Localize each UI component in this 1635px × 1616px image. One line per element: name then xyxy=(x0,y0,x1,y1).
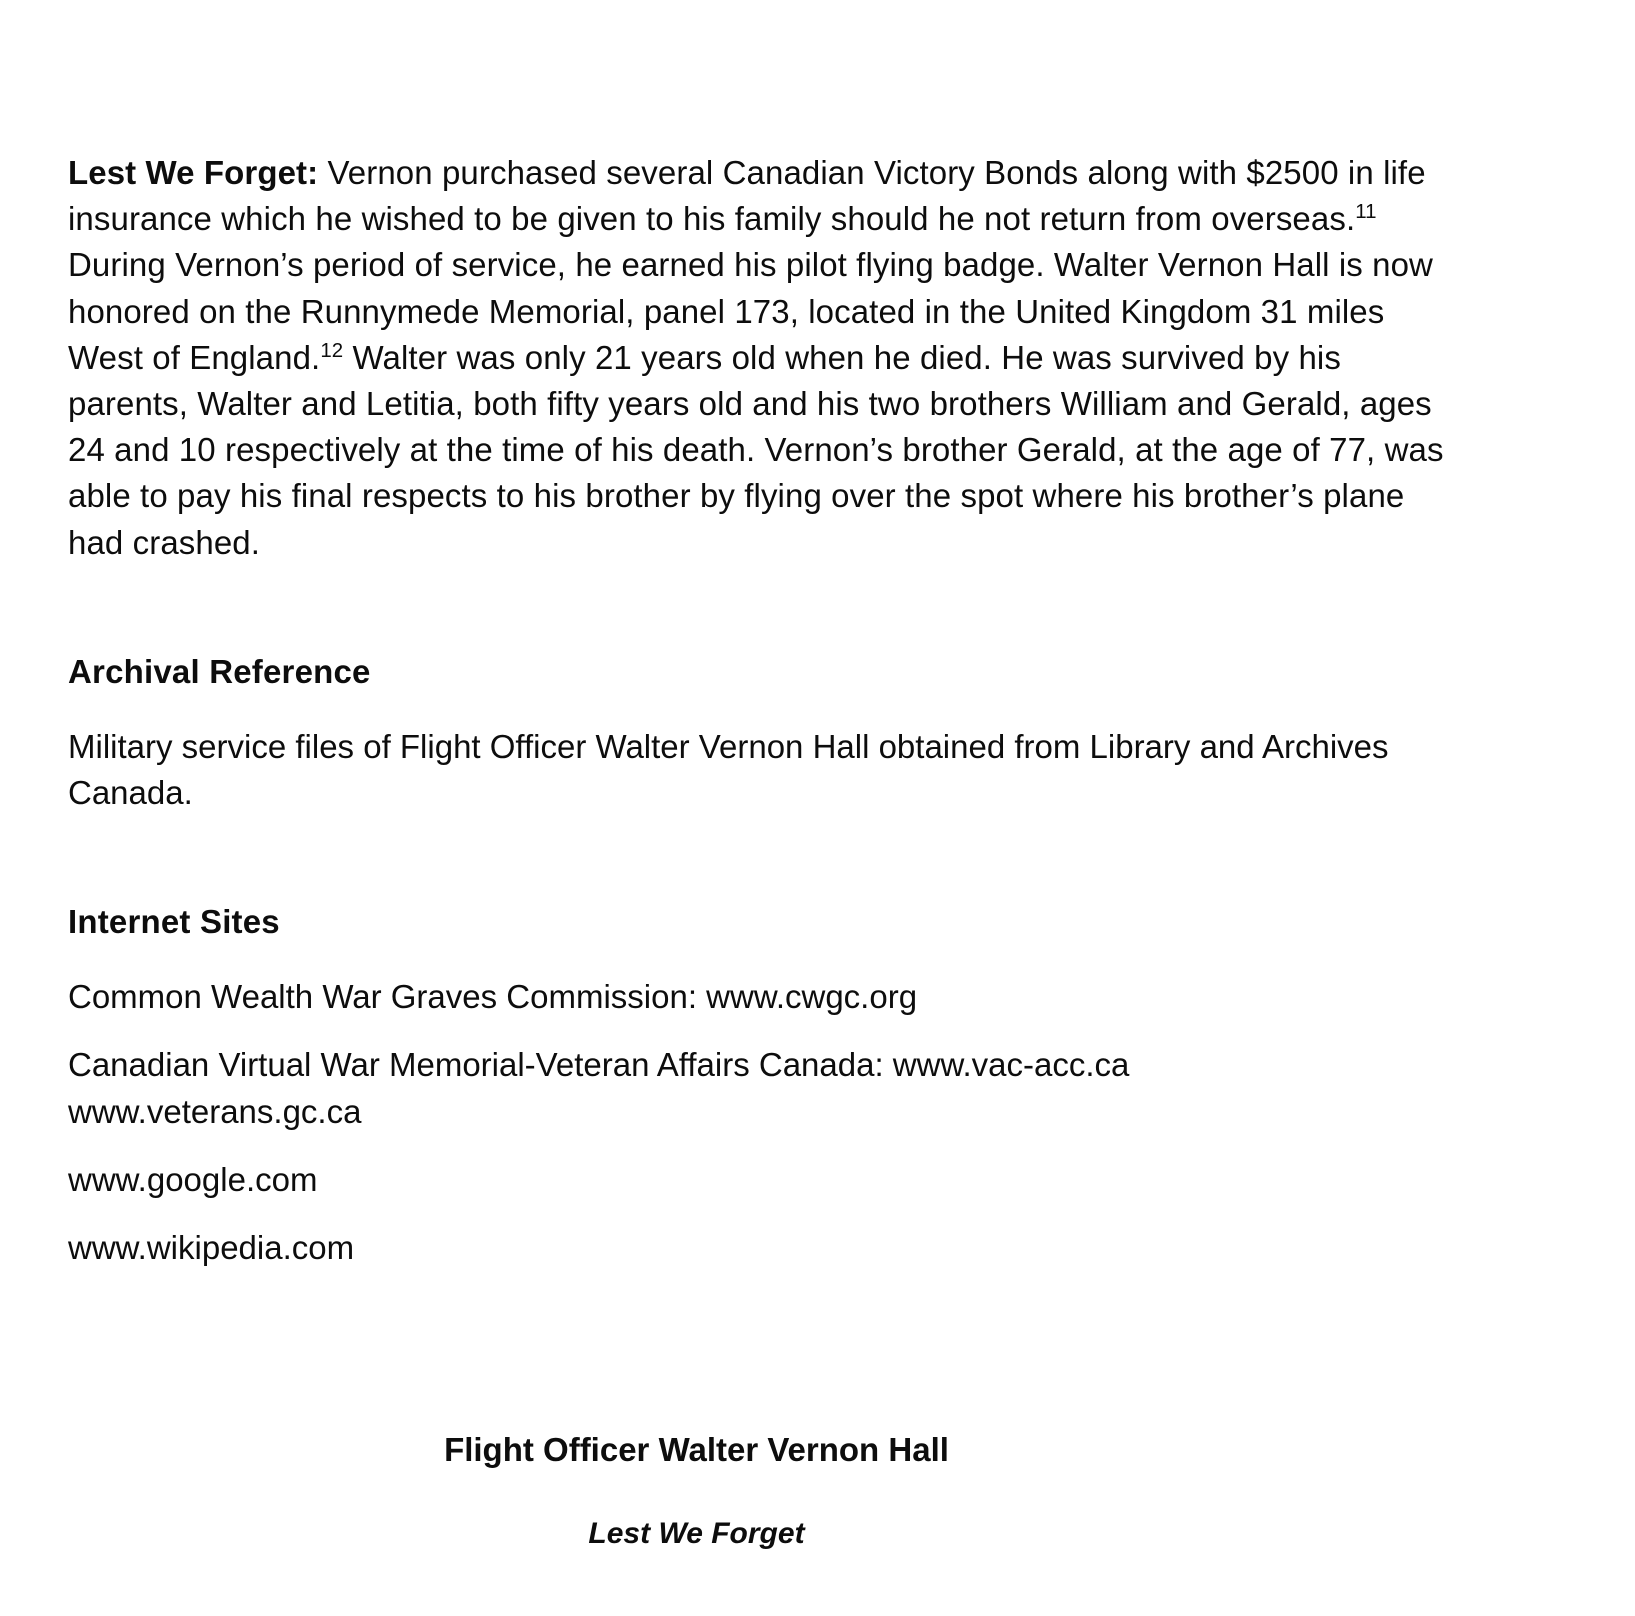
paragraph-text-part-3: Walter was only 21 years old when he died. He was survived by his parents, Walter and Letitia, both fifty years old and his two brothers William and Gerald, ages 24 and 10 respectively at the time of his death. Vernon’s brother Gerald, at the age of 77, was able to pay his final respects to his brother by flying over the spot where his brother’s plane had crashed. xyxy=(68,338,1444,561)
site-entry-gap-3 xyxy=(68,1203,1445,1225)
paragraph-text-part-2: During Vernon’s period of service, he earned his pilot flying badge. Walter Vernon Hall is now honored on the Runnymede Memorial, panel 173, located in the United Kingdom 31 miles West of England. xyxy=(68,246,1433,376)
internet-sites-heading: Internet Sites xyxy=(68,903,280,941)
internet-site-entry-veterans-url: www.veterans.gc.ca xyxy=(68,1092,362,1130)
footer-inner-gap xyxy=(68,1473,1325,1511)
section-spacer xyxy=(68,566,1445,650)
internet-site-entry-vac-label: Canadian Virtual War Memorial-Veteran Affairs Canada: www.vac-acc.ca xyxy=(68,1046,1130,1084)
paragraph-text-part-1: Vernon purchased several Canadian Victory Bonds along with $2500 in life insurance which he wished to be given to his family should he not return from overseas. xyxy=(68,154,1426,238)
heading-gap xyxy=(68,694,1445,724)
site-entry-gap-2 xyxy=(68,1135,1445,1157)
heading-gap-2 xyxy=(68,944,1445,974)
archival-reference-body: Military service files of Flight Officer Walter Vernon Hall obtained from Library and Archives Canada. xyxy=(68,727,1389,812)
paragraph-lead-label: Lest We Forget: xyxy=(68,154,319,191)
footer-spacer xyxy=(68,1271,1445,1355)
lest-we-forget-paragraph xyxy=(68,150,1445,566)
section-spacer-2 xyxy=(68,816,1445,900)
internet-site-entry-cwgc: Common Wealth War Graves Commission: www.cwgc.org xyxy=(68,978,918,1016)
internet-site-entry-vac xyxy=(68,1042,1445,1134)
footnote-marker-11: 11 xyxy=(1355,200,1377,224)
internet-site-entry-google: www.google.com xyxy=(68,1160,318,1198)
footnote-marker-12: 12 xyxy=(320,338,344,362)
footer-block xyxy=(68,1427,1445,1557)
site-entry-gap xyxy=(68,1020,1445,1042)
internet-site-entry-wikipedia: www.wikipedia.com xyxy=(68,1229,355,1267)
archival-reference-heading: Archival Reference xyxy=(68,652,371,690)
footer-title: Flight Officer Walter Vernon Hall xyxy=(444,1431,949,1469)
footer-spacer-2 xyxy=(68,1355,1445,1427)
footer-subtitle: Lest We Forget xyxy=(588,1517,805,1551)
